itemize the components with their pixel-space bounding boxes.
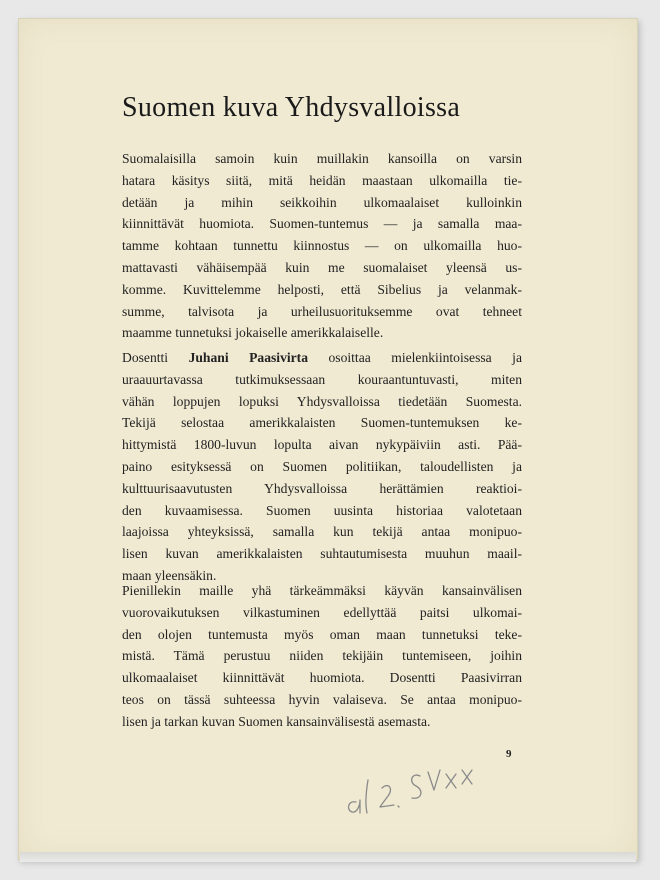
text-line: komme. Kuvittelemme helposti, että Sibelius ja velanmak- (122, 281, 522, 297)
text-line: paino esityksessä on Suomen politiikan, taloudellisten ja (122, 458, 522, 474)
text-line: vähän loppujen lopuksi Yhdysvalloissa tiedetään Suomesta. (122, 393, 522, 409)
handwritten-pencil-annotation (338, 750, 488, 820)
text-line: laajoissa yhteyksissä, samalla kun tekijä antaa monipuo- (122, 524, 522, 540)
text-line: uraauurtavassa tutkimuksessaan kouraantuntuvasti, miten (122, 371, 522, 387)
text-line: lisen kuvan amerikkalaisten suhtautumisesta muuhun maail- (122, 546, 522, 562)
text-line: hatara käsitys siitä, mitä heidän maastaan ulkomailla tie- (122, 172, 522, 188)
text-line (122, 347, 522, 369)
text-line: den kuvaamisessa. Suomen uusinta historiaa valotetaan (122, 502, 522, 518)
text-line: tamme kohtaan tunnettu kiinnostus — on ulkomailla huo- (122, 238, 522, 254)
text-line: kiinnittävät huomiota. Suomen-tuntemus — ja samalla maa- (122, 216, 522, 232)
text-line: Pienillekin maille yhä tärkeämmäksi käyvän kansainvälisen (122, 583, 522, 598)
book-bottom-edge (20, 852, 636, 862)
text-line: ulkomaalaiset kiinnittävät huomiota. Dosentti Paasivirran (122, 670, 522, 686)
paragraph-intro (122, 148, 522, 344)
paragraph-conclusion (122, 580, 522, 733)
text-line: lisen ja tarkan kuvan Suomen kansainvälisestä asemasta. (122, 713, 431, 729)
author-name: Juhani Paasivirta (188, 350, 308, 365)
text-line: detään ja mihin seikkoihin ulkomaalaiset kulloinkin (122, 194, 522, 210)
text-fragment: Dosentti (122, 350, 189, 365)
text-line: vuorovaikutuksen vilkastuminen edellyttää paitsi ulkomai- (122, 604, 522, 620)
text-line: den olojen tuntemusta myös oman maan tunnetuksi teke- (122, 626, 522, 642)
text-line: mattavasti vähäisempää kuin me suomalaiset yleensä us- (122, 259, 522, 275)
text-line: kulttuurisaavutusten Yhdysvalloissa herättämien reaktioi- (122, 480, 522, 496)
text-line: teos on tässä suhteessa hyvin valaiseva. Se antaa monipuo- (122, 691, 522, 707)
book-title: Suomen kuva Yhdysvalloissa (122, 92, 461, 123)
text-line: Suomalaisilla samoin kuin muillakin kansoilla on varsin (122, 151, 522, 166)
text-fragment: osoittaa mielenkiintoisessa ja (308, 350, 522, 365)
paragraph-author (122, 347, 522, 587)
text-line: mistä. Tämä perustuu niiden tekijäin tuntemiseen, joihin (122, 648, 522, 664)
text-line: hittymistä 1800-luvun lopulta aivan nykypäiviin asti. Pää- (122, 437, 522, 453)
text-line: Tekijä selostaa amerikkalaisten Suomen-tuntemuksen ke- (122, 415, 522, 431)
page-number: 9 (506, 748, 512, 760)
text-line: summe, talvisota ja urheilusuorituksemme ovat tehneet (122, 303, 522, 319)
text-line: maan yleensäkin. (122, 567, 217, 583)
text-line: maamme tunnetuksi jokaiselle amerikkalaiselle. (122, 325, 384, 341)
